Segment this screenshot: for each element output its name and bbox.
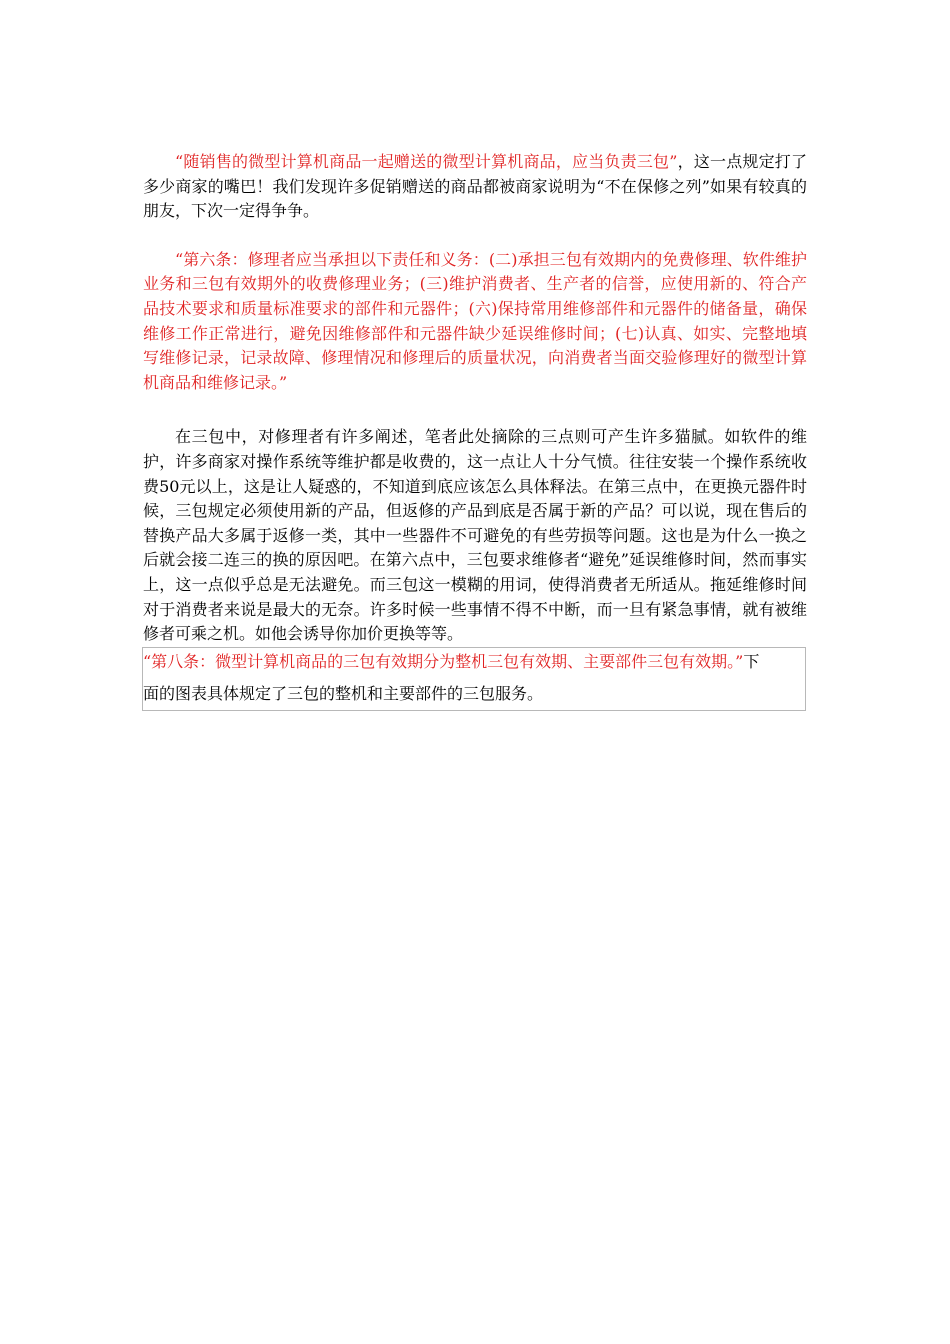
paragraph-article-six (143, 248, 807, 396)
paragraph-repairer-analysis (143, 425, 807, 646)
article-eight-rest-first: 下 (743, 651, 760, 671)
text-repairer-analysis: 在三包中，对修理者有许多阐述，笔者此处摘除的三点则可产生许多猫腻。如软件的维护，许多商家对操作系统等维护都是收费的，这一点让人十分气愤。往往安装一个操作系统收费50元以上，这是让人疑惑的，不知道到底应该怎么具体释法。在第三点中，在更换元器件时候，三包规定必须使用新的产品，但返修的产品到底是否属于新的产品？可以说，现在售后的替换产品大多属于返修一类，其中一些器件不可避免的有些劳损等问题。这也是为什么一换之后就会接二连三的换的原因吧。在第六点中，三包要求维修者“避免”延误维修时间，然而事实上，这一点似乎总是无法避免。而三包这一模糊的用词，使得消费者无所适从。拖延维修时间对于消费者来说是最大的无奈。许多时候一些事情不得不中断，而一旦有紧急事情，就有被维修者可乘之机。如他会诱导你加价更换等等。 (143, 427, 807, 644)
quote-article-six: “第六条：修理者应当承担以下责任和义务：(二)承担三包有效期内的免费修理、软件维护业务和三包有效期外的收费修理业务；(三)维护消费者、生产者的信誉，应使用新的、符合产品技术要求和质量标准要求的部件和元器件；(六)保持常用维修部件和元器件的储备量，确保维修工作正常进行，避免因维修部件和元器件缺少延误维修时间；(七)认真、如实、完整地填写维修记录，记录故障、修理情况和修理后的质量状况，向消费者当面交验修理好的微型计算机商品和维修记录。” (143, 249, 807, 392)
document-page (143, 150, 807, 711)
paragraph-gift-warranty (143, 150, 807, 224)
article-eight-box (142, 647, 806, 711)
quote-article-eight: “第八条：微型计算机商品的三包有效期分为整机三包有效期、主要部件三包有效期。” (143, 651, 744, 671)
quote-gift-warranty: “随销售的微型计算机商品一起赠送的微型计算机商品，应当负责三包” (175, 152, 678, 171)
article-eight-rest-second: 面的图表具体规定了三包的整机和主要部件的三包服务。 (143, 683, 544, 703)
commentary-gift-warranty: ，这一点规定打了多少商家的嘴巴！我们发现许多促销赠送的商品都被商家说明为“不在保修之列”如果有较真的朋友，下次一定得争争。 (143, 152, 807, 221)
